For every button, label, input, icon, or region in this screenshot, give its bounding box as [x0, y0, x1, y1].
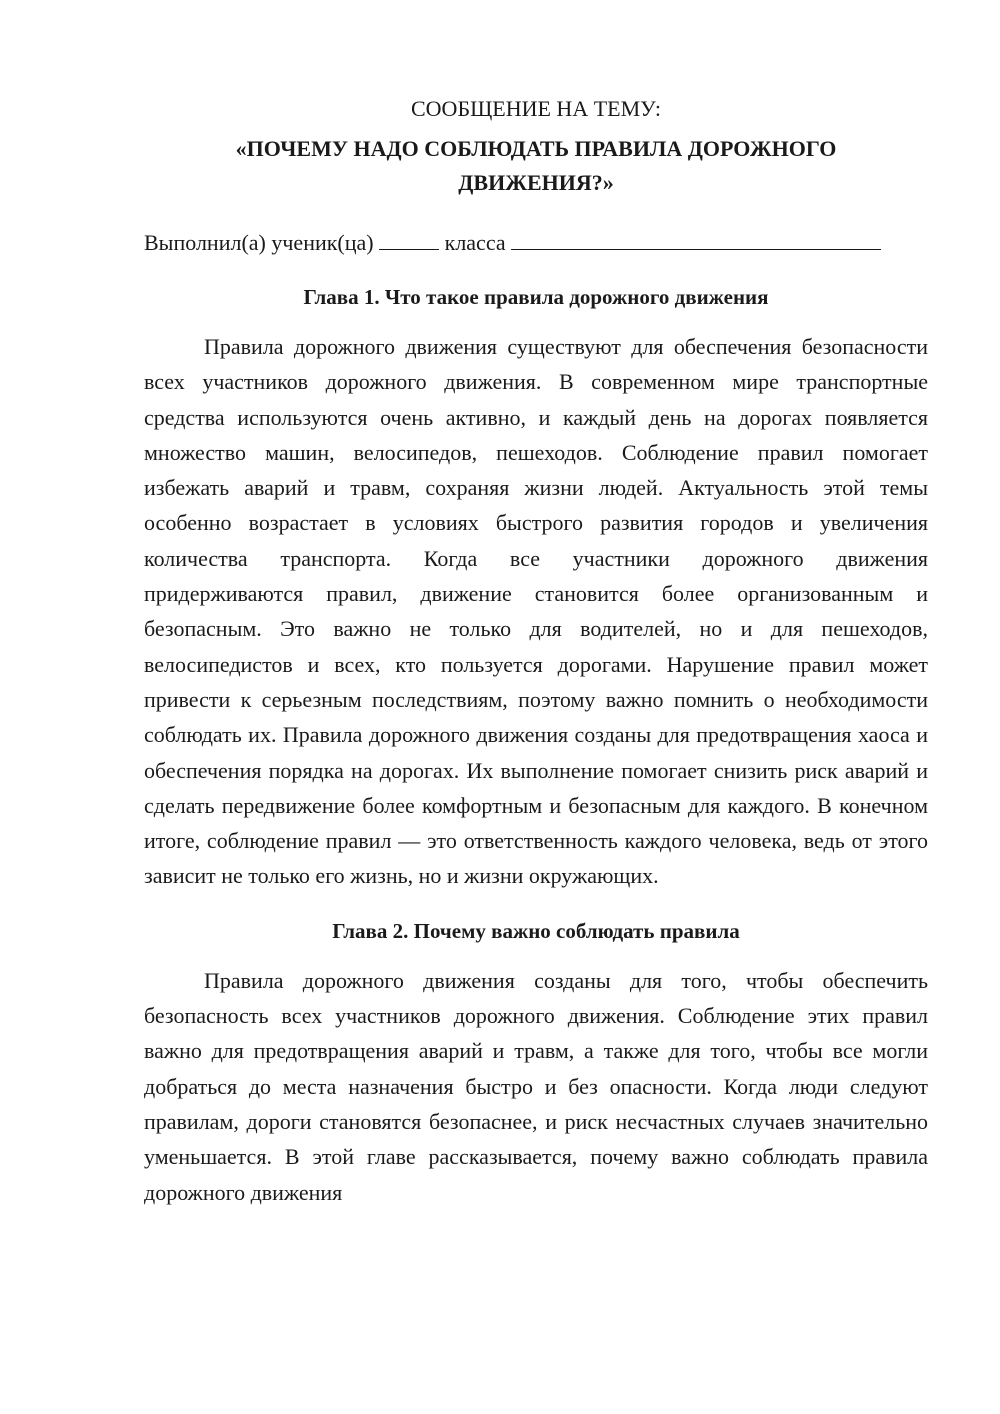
chapter-1-title: Глава 1. Что такое правила дорожного движения: [303, 285, 769, 309]
student-name-blank: [511, 229, 881, 250]
document-title-line-2: ДВИЖЕНИЯ?»: [458, 170, 614, 195]
author-prefix: Выполнил(а) ученик(ца): [144, 230, 374, 255]
author-class-word: класса: [444, 230, 506, 255]
chapter-2-paragraph: Правила дорожного движения созданы для того, чтобы обеспечить безопасность всех участников дорожного движения. Соблюдение этих правил важно для предотвращения аварий и травм, а также для того, чтобы все могли добраться до места назначения быстро и без опасности. Когда люди следуют правилам, дороги становятся безопаснее, и риск несчастных случаев значительно уменьшается. В этой главе рассказывается, почему важно соблюдать правила дорожного движения: [144, 967, 928, 1205]
class-number-blank: [379, 229, 439, 250]
chapter-1-paragraph: Правила дорожного движения существуют для обеспечения безопасности всех участников дорожного движения. В современном мире транспортные средства используются очень активно, и каждый день на дорогах появляется множество машин, велосипедов, пешеходов. Соблюдение правил помогает избежать аварий и травм, сохраняя жизни людей. Актуальность этой темы особенно возрастает в условиях быстрого развития городов и увеличения количества транспорта. Когда все участники дорожного движения придерживаются правил, движение становится более организованным и безопасным. Это важно не только для водителей, но и для пешеходов, велосипедистов и всех, кто пользуется дорогами. Нарушение правил может привести к серьезным последствиям, поэтому важно помнить о необходимости соблюдать их. Правила дорожного движения созданы для предотвращения хаоса и обеспечения порядка на дорогах. Их выполнение помогает снизить риск аварий и сделать передвижение более комфортным и безопасным для каждого. В конечном итоге, соблюдение правил — это ответственность каждого человека, ведь от этого зависит не только его жизнь, но и жизни окружающих.: [144, 334, 928, 889]
topic-label: СООБЩЕНИЕ НА ТЕМУ:: [411, 96, 661, 121]
author-line: [144, 225, 928, 260]
chapter-2-title: Глава 2. Почему важно соблюдать правила: [332, 918, 740, 943]
document-page: [144, 92, 928, 1210]
document-title-line-1: «ПОЧЕМУ НАДО СОБЛЮДАТЬ ПРАВИЛА ДОРОЖНОГО: [235, 136, 837, 161]
